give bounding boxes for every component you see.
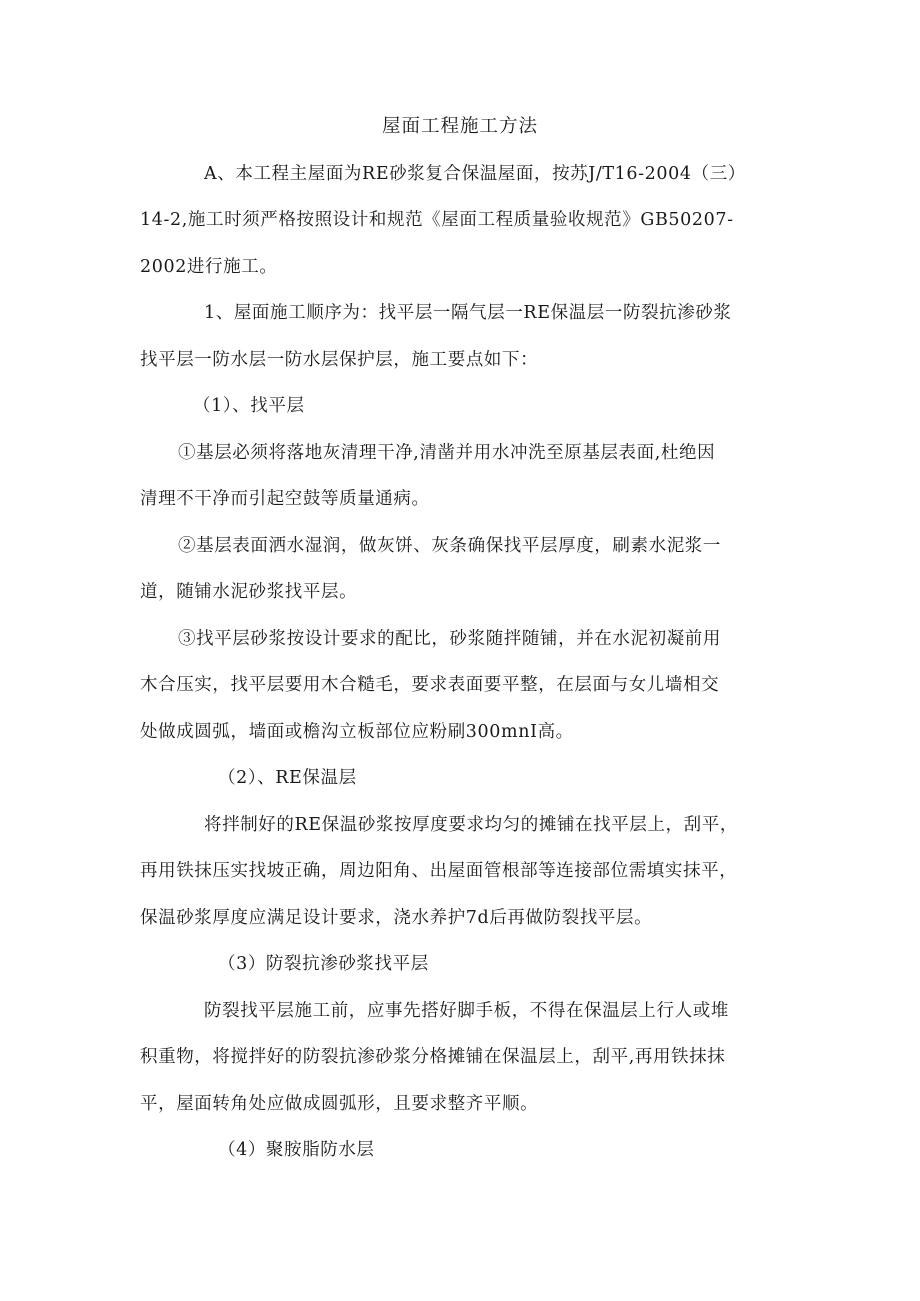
paragraph-line: 清理不干净而引起空鼓等质量通病。 [140,489,430,509]
section-heading: （3）防裂抗渗砂浆找平层 [218,954,429,974]
section-heading: （1）、找平层 [193,396,305,416]
paragraph-line: 积重物，将搅拌好的防裂抗渗砂浆分格摊铺在保温层上，刮平,再用铁抹抹 [140,1047,726,1067]
paragraph-line: 14-2,施工时须严格按照设计和规范《屋面工程质量验收规范》GB50207- [140,210,734,230]
paragraph-line: 1、屋面施工顺序为：找平层一隔气层一RE保温层一防裂抗渗砂浆 [204,303,732,323]
section-heading: （4）聚胺脂防水层 [218,1140,375,1160]
paragraph-line: ①基层必须将落地灰清理干净,清凿并用水冲洗至原基层表面,杜绝因 [178,443,716,463]
paragraph-line: 将拌制好的RE保温砂浆按厚度要求均匀的摊铺在找平层上，刮平， [204,815,738,835]
paragraph-line: 防裂找平层施工前，应事先搭好脚手板，不得在保温层上行人或堆 [204,1001,729,1021]
paragraph-line: 找平层一防水层一防水层保护层，施工要点如下： [140,350,539,370]
paragraph-line: 平，屋面转角处应做成圆弧形，且要求整齐平顺。 [140,1094,539,1114]
paragraph-line: 2002进行施工。 [140,257,278,277]
section-heading: （2）、RE保温层 [218,768,357,788]
document-title: 屋面工程施工方法 [381,116,538,137]
paragraph-line: ②基层表面洒水湿润，做灰饼、灰条确保找平层厚度，刷素水泥浆一 [178,536,721,556]
paragraph-line: 处做成圆弧，墙面或檐沟立板部位应粉刷300mnI高。 [140,722,574,742]
paragraph-line: 道，随铺水泥砂浆找平层。 [140,582,358,602]
paragraph-line: 木合压实，找平层要用木合糙毛，要求表面要平整，在层面与女儿墙相交 [140,675,720,695]
paragraph-line: 再用铁抹压实找坡正确，周边阳角、出屋面管根部等连接部位需填实抹平， [140,861,738,881]
paragraph-line: ③找平层砂浆按设计要求的配比，砂浆随拌随铺，并在水泥初凝前用 [178,629,721,649]
paragraph-line: A、本工程主屋面为RE砂浆复合保温屋面，按苏J/T16-2004（三） [204,164,746,184]
paragraph-line: 保温砂浆厚度应满足设计要求，浇水养护7d后再做防裂找平层。 [140,908,653,928]
